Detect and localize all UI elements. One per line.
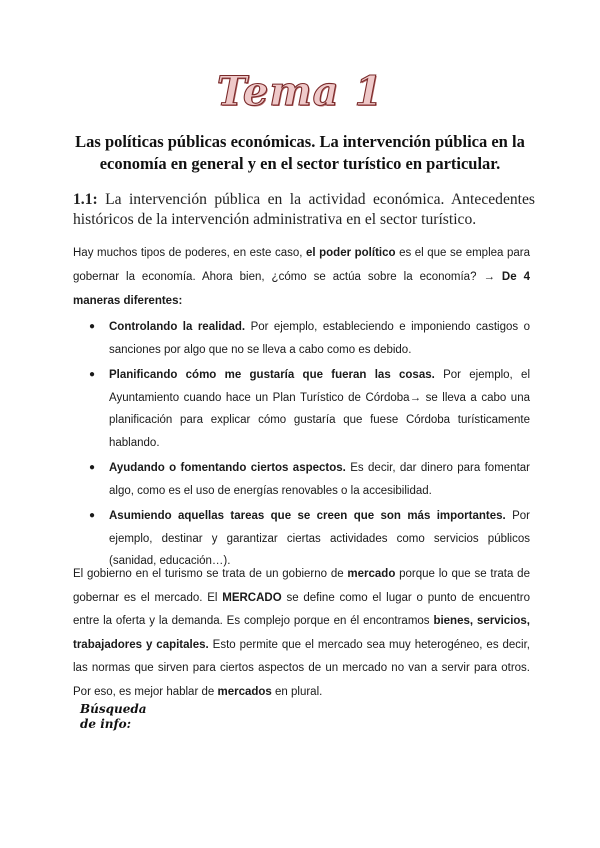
market-text-2: porque lo que se trata de gobernar es el mercado. El [73,568,530,604]
document-subtitle: Las políticas públicas económicas. La intervención pública en la economía en general y en el sector turístico en particular. [75,132,525,173]
market-text-3: se define como el lugar o punto de encuentro entre la oferta y la demanda. Es complejo porque en él encontramos [73,591,530,627]
market-text-5: en plural. [271,685,323,698]
intro-text-2: es el que se emplea para gobernar la economía. Ahora bien, ¿cómo se actúa sobre la economía? → [73,247,530,283]
page-title: Tema 1 [216,68,384,115]
list-item-text: Por ejemplo, estableciendo e imponiendo castigos o sanciones por algo que no se lleva a cabo como es debido. [109,321,530,356]
list-item-bold: Asumiendo aquellas tareas que se creen que son más importantes. [109,510,506,522]
bullet-icon: ● [89,369,96,380]
ways-list [73,316,530,576]
list-item [73,364,530,454]
list-item [73,316,530,361]
market-bold-4: mercados [217,685,272,698]
list-item [73,457,530,502]
intro-text-1: Hay muchos tipos de poderes, en este caso, [73,247,306,259]
list-item-text: Por ejemplo, el Ayuntamiento cuando hace un Plan Turístico de Córdoba→ se lleva a cabo una planificación para explicar cómo gustaría que fuese Córdoba turísticamente hablando. [109,369,530,449]
list-item-text: Por ejemplo, destinar y garantizar ciertas actividades como servicios públicos (sanidad, educación…). [109,510,531,567]
section-title: La intervención pública en la actividad económica. Antecedentes históricos de la intervención administrativa en el sector turístico. [73,191,535,228]
note-line-1: Búsqueda [80,702,147,716]
list-item-bold: Controlando la realidad. [109,321,246,333]
bullet-icon: ● [89,321,96,332]
market-text-1: El gobierno en el turismo se trata de un gobierno de [73,568,348,580]
list-item-bold: Ayudando o fomentando ciertos aspectos. [109,462,346,474]
handwritten-note [80,702,147,732]
market-bold-1: mercado [347,568,396,580]
intro-paragraph [73,241,530,313]
intro-bold-2: De 4 maneras diferentes: [73,271,530,307]
intro-bold-1: el poder político [305,247,396,259]
list-item-text: Es decir, dar dinero para fomentar algo, como es el uso de energías renovables o la accesibilidad. [109,462,530,497]
market-text-4: Esto permite que el mercado sea muy heterogéneo, es decir, las normas que sirven para ciertos aspectos de un mercado no van a servir para otros. Por eso, es mejor hablar de [73,638,530,698]
market-bold-2: MERCADO [222,591,282,604]
list-item-bold: Planificando cómo me gustaría que fueran las cosas. [109,369,435,381]
bullet-icon: ● [89,510,96,521]
market-paragraph [73,563,530,704]
market-bold-3: bienes, servicios, trabajadores y capitales. [73,615,531,651]
bullet-icon: ● [89,462,96,473]
section-heading [73,190,535,230]
note-line-2: de info: [80,717,132,731]
section-number: 1.1: [73,191,98,208]
